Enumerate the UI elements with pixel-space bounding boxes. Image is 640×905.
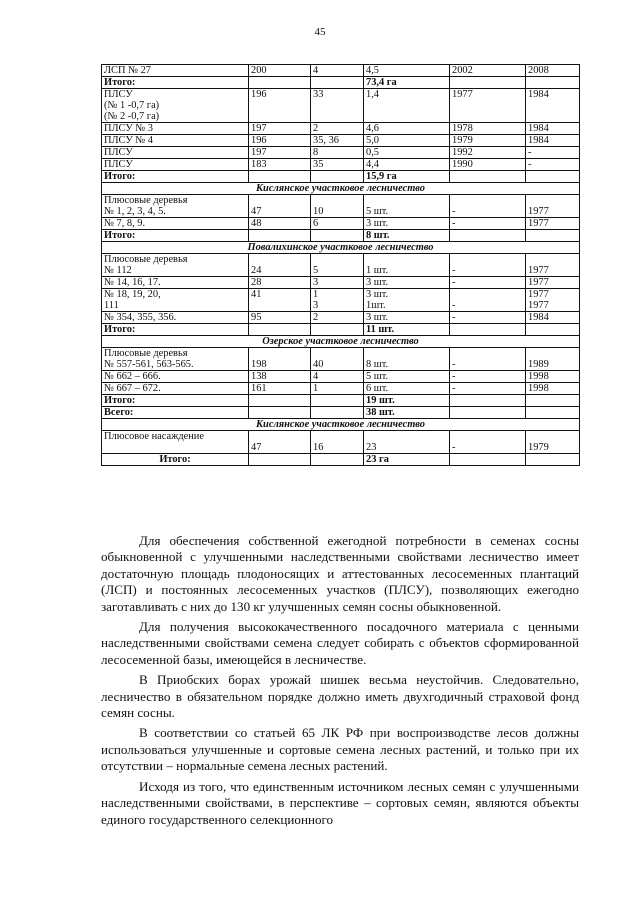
table-cell: 2008 xyxy=(526,65,580,77)
table-cell: - xyxy=(526,147,580,159)
table-cell xyxy=(450,454,526,466)
table-cell: 1984 xyxy=(526,312,580,324)
table-row xyxy=(102,218,580,230)
table-cell: 15,9 га xyxy=(364,171,450,183)
table-cell: 8 шт. xyxy=(364,230,450,242)
table-cell: 1977 1977 xyxy=(526,289,580,312)
section-title: Кислянское участковое лесничество xyxy=(102,419,580,431)
table-cell: 4 xyxy=(311,65,364,77)
table-cell xyxy=(526,324,580,336)
table-cell: 1977 xyxy=(526,195,580,218)
table-cell: 1977 xyxy=(526,277,580,289)
table-cell xyxy=(526,454,580,466)
paragraph: Для получения высококачественного посадочного материала с ценными наследственными свойствами семена следует собирать с объектов сформированной лесосеменной базы, имеющейся в лесничестве. xyxy=(101,619,579,667)
table-cell: ПЛСУ xyxy=(102,147,249,159)
table-cell: 73,4 га xyxy=(364,77,450,89)
table-cell: № 354, 355, 356. xyxy=(102,312,249,324)
table-cell: 1984 xyxy=(526,123,580,135)
table-cell: 5 xyxy=(311,254,364,277)
section-header-row xyxy=(102,183,580,195)
table-cell: 200 xyxy=(249,65,311,77)
table-cell: - xyxy=(450,431,526,454)
table-row xyxy=(102,195,580,218)
table-row xyxy=(102,277,580,289)
table-cell: 2002 xyxy=(450,65,526,77)
total-row xyxy=(102,230,580,242)
table-row xyxy=(102,312,580,324)
table-row xyxy=(102,123,580,135)
table-cell: 4,4 xyxy=(364,159,450,171)
table-cell: Всего: xyxy=(102,407,249,419)
table-row xyxy=(102,135,580,147)
section-title: Повалихинское участковое лесничество xyxy=(102,242,580,254)
table-cell xyxy=(311,77,364,89)
table-cell: 138 xyxy=(249,371,311,383)
table-cell: 161 xyxy=(249,383,311,395)
table-cell xyxy=(311,395,364,407)
table-cell: 5,0 xyxy=(364,135,450,147)
table-cell xyxy=(249,171,311,183)
table-cell: 28 xyxy=(249,277,311,289)
table-cell: 3 шт. xyxy=(364,218,450,230)
table-cell: 3 шт. xyxy=(364,312,450,324)
table-cell: 2 xyxy=(311,123,364,135)
table-cell: 1977 xyxy=(450,89,526,123)
table-cell: Плюсовое насаждение xyxy=(102,431,249,454)
table-cell xyxy=(450,171,526,183)
table-cell: Итого: xyxy=(102,395,249,407)
table-cell: - xyxy=(450,312,526,324)
table-cell: 47 xyxy=(249,195,311,218)
table-cell: Итого: xyxy=(102,77,249,89)
table-cell: 1977 xyxy=(526,218,580,230)
table-cell: 1979 xyxy=(526,431,580,454)
paragraph: Для обеспечения собственной ежегодной потребности в семенах сосны обыкновенной с улучшенными наследственными свойствами лесничество имеет достаточную площадь плодоносящих и аттестованных лесосеменных плантаций (ЛСП) и постоянных лесосеменных участков (ПЛСУ), позволяющих ежегодно заготавливать с них до 130 кг улучшенных семян сосны обыкновенной. xyxy=(101,533,579,614)
section-header-row xyxy=(102,242,580,254)
table-cell: 95 xyxy=(249,312,311,324)
table-cell: 6 xyxy=(311,218,364,230)
table-cell: 1989 xyxy=(526,348,580,371)
section-title: Кислянское участковое лесничество xyxy=(102,183,580,195)
table-cell: 35 xyxy=(311,159,364,171)
table-cell: - xyxy=(450,289,526,312)
table-cell xyxy=(249,324,311,336)
table-cell: 1992 xyxy=(450,147,526,159)
table-cell: - xyxy=(450,371,526,383)
table-cell: 16 xyxy=(311,431,364,454)
table-cell: № 18, 19, 20, 111 xyxy=(102,289,249,312)
paragraph: Исходя из того, что единственным источником лесных семян с улучшенными наследственными свойствами, в перспективе – сортовых семян, являются объекты единого государственного селекционного xyxy=(101,778,579,827)
body-text xyxy=(101,533,579,832)
table-row xyxy=(102,383,580,395)
table-cell: Плюсовые деревья № 557-561, 563-565. xyxy=(102,348,249,371)
table-cell xyxy=(526,407,580,419)
table-cell: - xyxy=(450,254,526,277)
section-header-row xyxy=(102,419,580,431)
table-cell: № 7, 8, 9. xyxy=(102,218,249,230)
table-cell xyxy=(311,454,364,466)
table-cell: 1 3 xyxy=(311,289,364,312)
table-cell: 183 xyxy=(249,159,311,171)
table-cell: 41 xyxy=(249,289,311,312)
table-cell: Плюсовые деревья № 1, 2, 3, 4, 5. xyxy=(102,195,249,218)
table-cell: 3 xyxy=(311,277,364,289)
table-cell xyxy=(526,395,580,407)
table-cell: 48 xyxy=(249,218,311,230)
table-cell: 35, 36 xyxy=(311,135,364,147)
table-cell: - xyxy=(450,277,526,289)
total-row xyxy=(102,395,580,407)
table-cell: 1977 xyxy=(526,254,580,277)
table-cell xyxy=(450,395,526,407)
table-cell: ПЛСУ № 3 xyxy=(102,123,249,135)
table-cell: - xyxy=(450,195,526,218)
table-cell: 4 xyxy=(311,371,364,383)
table-cell xyxy=(450,324,526,336)
table-cell: № 667 – 672. xyxy=(102,383,249,395)
total-row xyxy=(102,454,580,466)
table-cell: Итого: xyxy=(102,230,249,242)
table-cell xyxy=(311,407,364,419)
table-cell: 33 xyxy=(311,89,364,123)
table-cell: 23 га xyxy=(364,454,450,466)
table-cell: 11 шт. xyxy=(364,324,450,336)
table-cell xyxy=(249,407,311,419)
table-row xyxy=(102,147,580,159)
section-title: Озерское участковое лесничество xyxy=(102,336,580,348)
table-cell: 40 xyxy=(311,348,364,371)
table-cell: № 14, 16, 17. xyxy=(102,277,249,289)
table-cell: 1984 xyxy=(526,89,580,123)
table-row xyxy=(102,254,580,277)
table-cell: 197 xyxy=(249,123,311,135)
table-cell xyxy=(249,454,311,466)
table-cell: 5 шт. xyxy=(364,371,450,383)
table-row xyxy=(102,65,580,77)
table-cell xyxy=(526,77,580,89)
table-cell: 8 шт. xyxy=(364,348,450,371)
table-cell: - xyxy=(526,159,580,171)
table-cell: 1 шт. xyxy=(364,254,450,277)
paragraph: В Приобских борах урожай шишек весьма неустойчив. Следовательно, лесничество в обязательном порядке должно иметь двухгодичный страховой фонд семян сосны. xyxy=(101,672,579,721)
table-cell: ПЛСУ № 4 xyxy=(102,135,249,147)
total-row xyxy=(102,171,580,183)
table-cell xyxy=(311,171,364,183)
table-cell: 10 xyxy=(311,195,364,218)
table-row xyxy=(102,371,580,383)
table-cell: Итого: xyxy=(102,171,249,183)
seed-base-table xyxy=(101,64,580,466)
table-row xyxy=(102,89,580,123)
table-cell: 196 xyxy=(249,135,311,147)
table-cell: 197 xyxy=(249,147,311,159)
section-header-row xyxy=(102,336,580,348)
table-cell xyxy=(249,230,311,242)
table-cell: 1998 xyxy=(526,371,580,383)
paragraph: В соответствии со статьей 65 ЛК РФ при воспроизводстве лесов должны использоваться улучшенные и сортовые семена лесных растений, и только при их отсутствии – нормальные семена лесных растений. xyxy=(101,725,579,774)
table-cell: Итого: xyxy=(102,324,249,336)
table-cell: 3 шт. xyxy=(364,277,450,289)
page-number: 45 xyxy=(314,26,326,38)
table-cell: Итого: xyxy=(102,454,249,466)
table-cell xyxy=(249,395,311,407)
total-row xyxy=(102,407,580,419)
table-cell: 1978 xyxy=(450,123,526,135)
table-cell: 1 xyxy=(311,383,364,395)
table-cell: 4,5 xyxy=(364,65,450,77)
table-cell: 19 шт. xyxy=(364,395,450,407)
table-cell: Плюсовые деревья № 112 xyxy=(102,254,249,277)
table-cell: 1998 xyxy=(526,383,580,395)
table-cell: 0,5 xyxy=(364,147,450,159)
table-cell: 198 xyxy=(249,348,311,371)
table-cell: 24 xyxy=(249,254,311,277)
table-row xyxy=(102,348,580,371)
table-cell: 196 xyxy=(249,89,311,123)
table-cell: 2 xyxy=(311,312,364,324)
table-row xyxy=(102,431,580,454)
table-cell: 38 шт. xyxy=(364,407,450,419)
table-cell xyxy=(450,77,526,89)
table-cell xyxy=(450,407,526,419)
table-cell: № 662 – 666. xyxy=(102,371,249,383)
table-cell: 1979 xyxy=(450,135,526,147)
table-cell: - xyxy=(450,348,526,371)
table-cell xyxy=(526,171,580,183)
table-row xyxy=(102,159,580,171)
table-cell: 5 шт. xyxy=(364,195,450,218)
table-cell xyxy=(450,230,526,242)
table-cell xyxy=(249,77,311,89)
table-cell: 4,6 xyxy=(364,123,450,135)
table-cell: 3 шт. 1шт. xyxy=(364,289,450,312)
table-cell: 1990 xyxy=(450,159,526,171)
total-row xyxy=(102,324,580,336)
table-cell: 47 xyxy=(249,431,311,454)
table-cell: 1984 xyxy=(526,135,580,147)
table-row xyxy=(102,289,580,312)
table-cell: 6 шт. xyxy=(364,383,450,395)
table-cell: 23 xyxy=(364,431,450,454)
table-cell: ПЛСУ (№ 1 -0,7 га) (№ 2 -0,7 га) xyxy=(102,89,249,123)
table-cell: 1,4 xyxy=(364,89,450,123)
table-cell xyxy=(311,324,364,336)
table-cell: ПЛСУ xyxy=(102,159,249,171)
table-cell: 8 xyxy=(311,147,364,159)
table-cell: ЛСП № 27 xyxy=(102,65,249,77)
table-cell xyxy=(311,230,364,242)
table-cell xyxy=(526,230,580,242)
table-cell: - xyxy=(450,383,526,395)
total-row xyxy=(102,77,580,89)
table-cell: - xyxy=(450,218,526,230)
